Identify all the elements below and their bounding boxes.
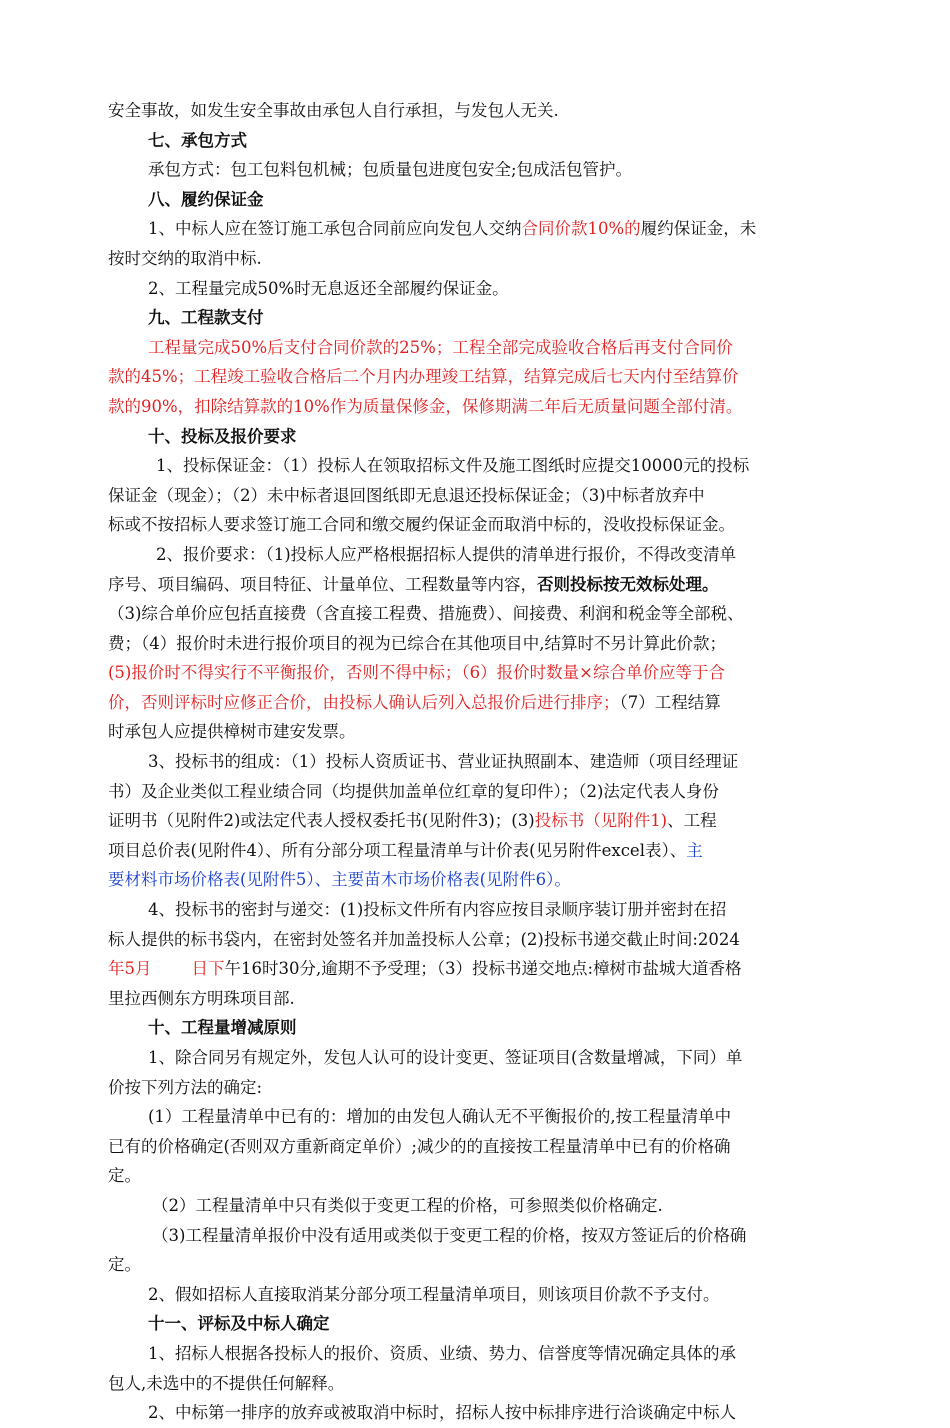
text-run: 午16时30分,逾期不予受理；（3）投标书递交地点:樟树市盐城大道香格 [224,959,742,979]
paragraph-line: (5)报价时不得实行不平衡报价，否则不得中标；（6）报价时数量×综合单价应等于合 [108,663,725,683]
text-run: 序号、项目编码、项目特征、计量单位、工程数量等内容， [108,574,537,594]
section-heading-8: 八、履约保证金 [148,189,264,209]
highlight-text: 主 [686,840,703,860]
paragraph-line: 标或不按招标人要求签订施工合同和缴交履约保证金而取消中标的，没收投标保证金。 [108,515,735,535]
paragraph-line: 2、工程量完成50%时无息返还全部履约保证金。 [148,278,509,298]
bold-text: 否则投标按无效标处理。 [537,574,719,594]
paragraph-line: 已有的价格确定(否则双方重新商定单价）;减少的的直接按工程量清单中已有的价格确 [108,1136,731,1156]
text-run: 履约保证金，未 [640,219,757,239]
section-heading-10: 十、投标及报价要求 [148,426,297,446]
paragraph-line: 承包方式：包工包料包机械；包质量包进度包安全;包成活包管护。 [148,160,633,180]
paragraph-line: 保证金（现金）；（2）未中标者退回图纸即无息退还投标保证金；（3)中标者放弃中 [108,485,705,505]
paragraph-line: 4、投标书的密封与递交：(1)投标文件所有内容应按目录顺序装订册并密封在招 [148,900,727,920]
paragraph-line: （3)综合单价应包括直接费（含直接工程费、措施费）、间接费、利润和税金等全部税、 [108,604,744,624]
document-page [108,96,844,1428]
paragraph-line: 2、中标第一排序的放弃或被取消中标时，招标人按中标排序进行洽谈确定中标人 [148,1403,736,1423]
paragraph-line: （3)工程量清单报价中没有适用或类似于变更工程的价格，按双方签证后的价格确 [152,1225,747,1245]
paragraph-line: 款的45%；工程竣工验收合格后二个月内办理竣工结算，结算完成后七天内付至结算价 [108,367,739,387]
paragraph-line: 2、假如招标人直接取消某分部分项工程量清单项目，则该项目价款不予支付。 [148,1284,720,1304]
paragraph-line: 包人,未选中的不提供任何解释。 [108,1373,345,1393]
paragraph-line [108,954,844,984]
highlight-text: 合同价款10%的 [521,219,641,239]
section-heading-9: 九、工程款支付 [148,308,264,328]
paragraph-line [108,570,844,600]
text-run: 证明书（见附件2)或法定代表人授权委托书(见附件3)；(3) [108,811,535,831]
paragraph-line [108,836,844,866]
paragraph-line: 款的90%，扣除结算款的10%作为质量保修金，保修期满二年后无质量问题全部付清。 [108,396,743,416]
paragraph-line: 定。 [108,1166,141,1186]
text-run: 、工程 [667,811,717,831]
paragraph-line: 时承包人应提供樟树市建安发票。 [108,722,356,742]
highlight-text: 投标书（见附件1) [534,811,668,831]
paragraph-line: 按时交纳的取消中标. [108,248,262,268]
paragraph-line: 安全事故，如发生安全事故由承包人自行承担，与发包人无关. [108,101,559,120]
highlight-text: 价，否则评标时应修正合价，由投标人确认后列入总报价后进行排序； [108,692,620,712]
section-heading-10b: 十、工程量增减原则 [148,1018,297,1038]
paragraph-line: 2、报价要求：（1)投标人应严格根据招标人提供的清单进行报价，不得改变清单 [156,544,737,564]
paragraph-line: （2）工程量清单中只有类似于变更工程的价格，可参照类似价格确定. [152,1195,663,1215]
text-run: 1、中标人应在签订施工承包合同前应向发包人交纳 [148,219,522,239]
section-heading-11: 十一、评标及中标人确定 [148,1314,330,1334]
paragraph-line: 1、投标保证金：（1）投标人在领取招标文件及施工图纸时应提交10000元的投标 [156,456,750,476]
paragraph-line: 1、招标人根据各投标人的报价、资质、业绩、势力、信誉度等情况确定具体的承 [148,1343,736,1363]
highlight-text: 日下 [191,959,225,979]
paragraph-line [108,214,844,244]
text-run: 项目总价表(见附件4）、所有分部分项工程量清单与计价表(见另附件excel表）、 [108,840,687,860]
highlight-text: 年5月 [108,959,152,979]
paragraph-line [108,688,844,718]
section-heading-7: 七、承包方式 [148,130,247,150]
paragraph-line: 书）及企业类似工程业绩合同（均提供加盖单位红章的复印件）；（2)法定代表人身份 [108,781,719,801]
paragraph-line: 标人提供的标书袋内，在密封处签名并加盖投标人公章；(2)投标书递交截止时间:2024 [108,929,740,949]
text-run: （7）工程结算 [619,692,721,712]
paragraph-line: 价按下列方法的确定: [108,1077,263,1097]
paragraph-line: 要材料市场价格表(见附件5）、主要苗木市场价格表(见附件6）。 [108,870,571,890]
paragraph-line: 工程量完成50%后支付合同价款的25%；工程全部完成验收合格后再支付合同价 [148,337,733,357]
paragraph-line: (1）工程量清单中已有的：增加的由发包人确认无不平衡报价的,按工程量清单中 [148,1107,732,1127]
paragraph-line [108,806,844,836]
paragraph-line: 3、投标书的组成：（1）投标人资质证书、营业证执照副本、建造师（项目经理证 [148,752,739,772]
paragraph-line: 费；（4）报价时未进行报价项目的视为已综合在其他项目中,结算时不另计算此价款； [108,633,726,653]
paragraph-line: 里拉西侧东方明珠项目部. [108,988,295,1008]
paragraph-line: 1、除合同另有规定外，发包人认可的设计变更、签证项目(含数量增减，下同）单 [148,1048,743,1067]
paragraph-line: 定。 [108,1255,141,1275]
